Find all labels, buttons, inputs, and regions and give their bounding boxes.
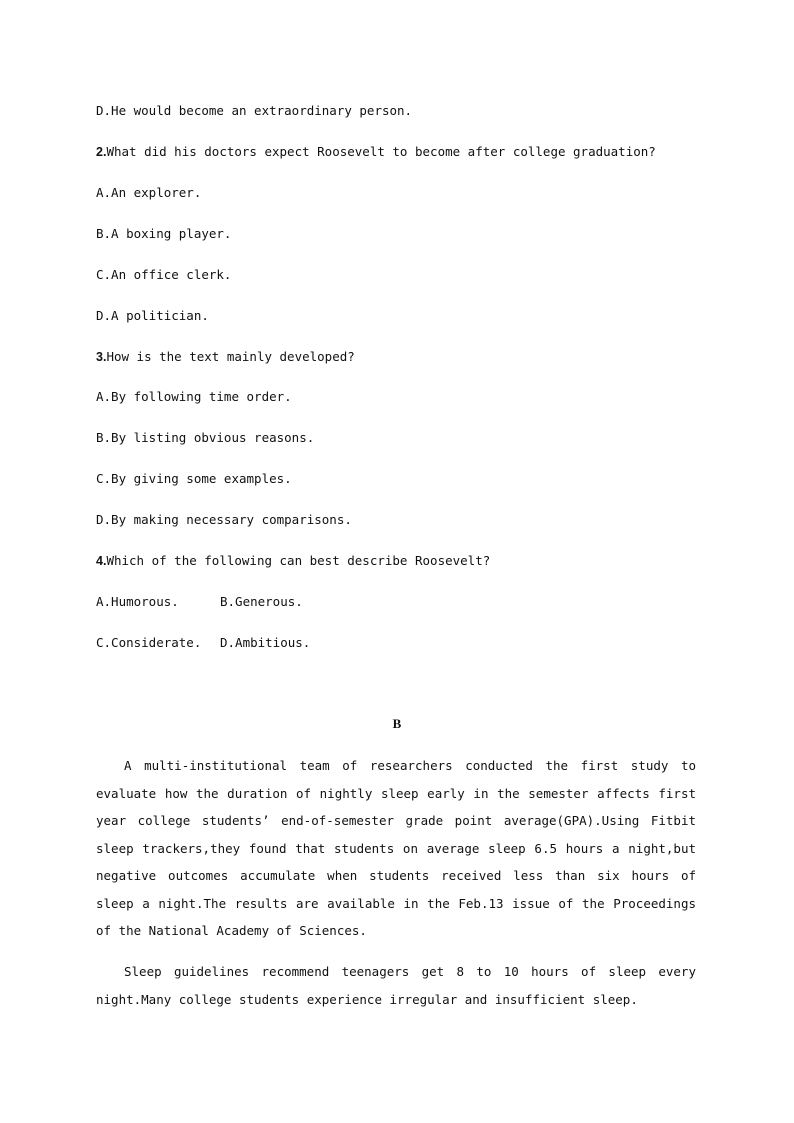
passage-paragraph-2 <box>96 958 696 1013</box>
section-heading: B <box>392 716 402 731</box>
passage-paragraph-1 <box>96 752 696 945</box>
q2-option-c: C.An office clerk. <box>96 267 232 282</box>
q3-option-d: D.By making necessary comparisons. <box>96 512 352 527</box>
question-2 <box>96 144 656 160</box>
paragraph-text: Sleep guidelines recommend teenagers get 8 to 10 hours of sleep every night.Many college students experience irregular and insufficient sleep. <box>96 964 696 1007</box>
q4-options-row-1 <box>96 594 303 610</box>
q2-option-b: B.A boxing player. <box>96 226 232 241</box>
q3-option-b: B.By listing obvious reasons. <box>96 430 315 445</box>
q4-options-row-2 <box>96 635 310 651</box>
question-4 <box>96 553 490 569</box>
q3-option-a: A.By following time order. <box>96 389 292 404</box>
question-number: 3. <box>96 350 107 364</box>
q4-option-a: A.Humorous. <box>96 594 179 609</box>
question-number: 2. <box>96 145 107 159</box>
q2-option-d: D.A politician. <box>96 308 209 323</box>
question-stem: What did his doctors expect Roosevelt to become after college graduation? <box>106 144 656 159</box>
question-number: 4. <box>96 554 107 568</box>
q3-option-c: C.By giving some examples. <box>96 471 292 486</box>
q4-option-c: C.Considerate. <box>96 635 202 650</box>
question-3 <box>96 349 355 365</box>
q2-option-a: A.An explorer. <box>96 185 202 200</box>
q1-option-d: D.He would become an extraordinary person. <box>96 103 413 118</box>
q4-option-d: D.Ambitious. <box>220 635 311 650</box>
question-stem: Which of the following can best describe Roosevelt? <box>106 553 491 568</box>
paragraph-text: A multi-institutional team of researchers conducted the first study to evaluate how the duration of nightly sleep early in the semester affects first year college students’ end-of-semester grade point average(GPA).Using Fitbit sleep trackers,they found that students on average sleep 6.5 hours a night,but negative outcomes accumulate when students received less than six hours of sleep a night.The results are available in the Feb.13 issue of the Proceedings of the National Academy of Sciences. <box>96 758 696 938</box>
question-stem: How is the text mainly developed? <box>106 349 355 364</box>
q4-option-b: B.Generous. <box>220 594 303 609</box>
